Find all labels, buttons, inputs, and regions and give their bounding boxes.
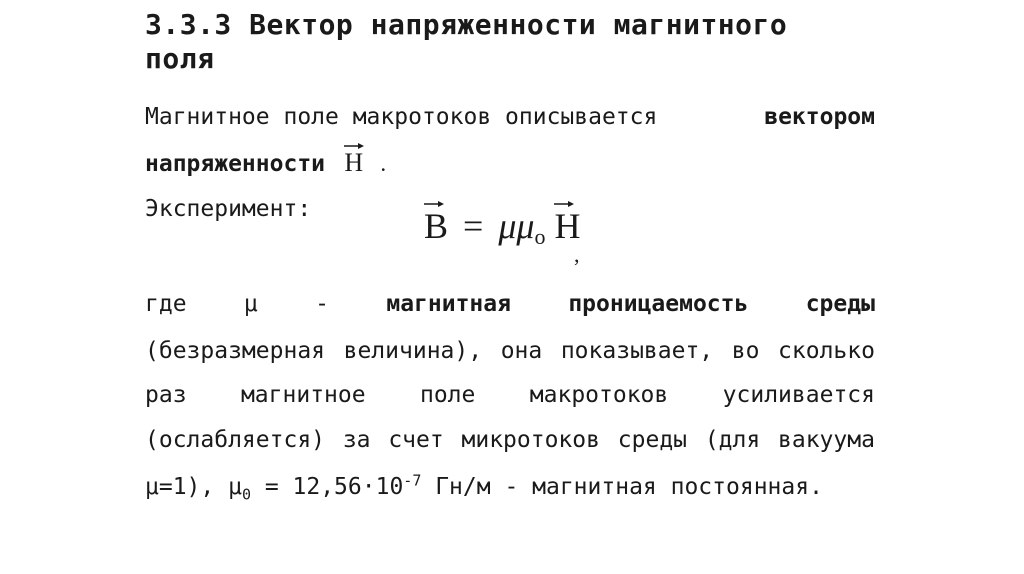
- intro-bold-term-2: напряженности: [145, 151, 326, 177]
- word: во: [731, 338, 760, 364]
- explanation-line-2: [145, 338, 875, 364]
- vector-h-letter: H: [344, 148, 364, 177]
- word: μ: [243, 291, 258, 317]
- section-title-continued: поля: [145, 42, 215, 75]
- formula-mu-subscript: o: [534, 224, 546, 249]
- bold-term: проницаемость: [568, 291, 749, 317]
- word: магнитное: [240, 382, 366, 408]
- text-segment: Гн/м - магнитная постоянная.: [421, 474, 823, 500]
- word: показывает,: [560, 338, 714, 364]
- intro-line-2: [145, 148, 386, 178]
- word: среды: [617, 427, 688, 453]
- word: вакуума: [778, 427, 875, 453]
- word: (безразмерная: [145, 338, 326, 364]
- bold-term: среды: [805, 291, 875, 317]
- word: (для: [704, 427, 761, 453]
- formula-b-mu-h: [424, 205, 580, 247]
- word: (ослабляется): [145, 427, 326, 453]
- formula-equals: =: [463, 206, 484, 246]
- explanation-line-3: [145, 382, 875, 408]
- word: усиливается: [722, 382, 875, 408]
- superscript: -7: [403, 471, 422, 490]
- vector-h-symbol: [344, 148, 363, 178]
- word: сколько: [778, 338, 875, 364]
- text-segment: = 12,56·10: [250, 474, 404, 500]
- word: раз: [145, 382, 187, 408]
- section-title: 3.3.3 Вектор напряженности магнитного: [145, 8, 788, 41]
- intro-bold-term: вектором: [764, 104, 875, 130]
- word: макротоков: [529, 382, 669, 408]
- explanation-line-5: [145, 471, 823, 504]
- word: за: [342, 427, 371, 453]
- intro-period: .: [380, 151, 387, 176]
- word: микротоков: [461, 427, 600, 453]
- explanation-line-4: [145, 427, 875, 453]
- word: поле: [419, 382, 476, 408]
- word: величина),: [343, 338, 483, 364]
- word: она: [500, 338, 543, 364]
- explanation-line-1: [145, 291, 875, 317]
- experiment-label: Эксперимент:: [145, 196, 312, 222]
- vector-arrow-icon: [344, 142, 364, 150]
- bold-term: магнитная: [386, 291, 511, 317]
- word: счет: [388, 427, 444, 453]
- intro-text: Магнитное поле макротоков описывается: [145, 104, 658, 130]
- word: где: [145, 291, 187, 317]
- intro-line-1: [145, 104, 875, 130]
- vector-arrow-icon: [554, 200, 574, 208]
- word: -: [315, 291, 329, 317]
- formula-b-letter: B: [424, 206, 449, 246]
- vector-arrow-icon: [424, 200, 444, 208]
- formula-comma: ,: [574, 242, 580, 267]
- formula-mu: μμ: [498, 206, 535, 246]
- vector-b: [424, 205, 448, 247]
- text-segment: μ=1), μ: [145, 474, 242, 500]
- formula-h-letter: H: [554, 206, 581, 246]
- subscript: 0: [241, 485, 251, 504]
- vector-h: [554, 205, 580, 247]
